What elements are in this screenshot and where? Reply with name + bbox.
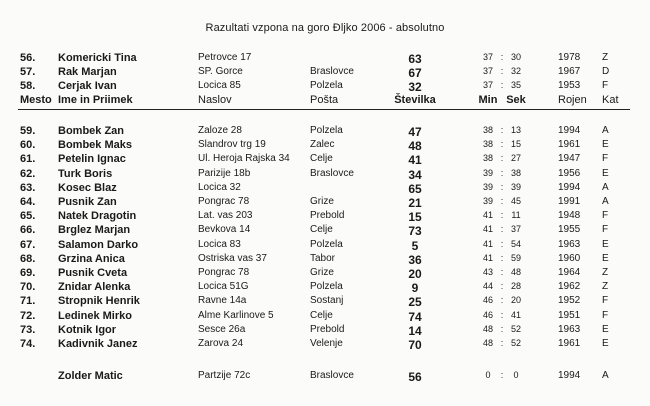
cell-posta: Zalec — [310, 139, 335, 151]
cell-kat: D — [602, 66, 610, 78]
cell-kat: F — [602, 80, 609, 92]
cell-kat: E — [602, 139, 609, 151]
cell-stevilka: 47 — [408, 125, 422, 139]
cell-mesto: 59. — [20, 125, 36, 137]
cell-kat: F — [602, 224, 609, 236]
table-row — [0, 52, 650, 66]
cell-posta: Prebold — [310, 210, 345, 222]
header-sek: Sek — [506, 94, 526, 106]
cell-mesto: 56. — [20, 52, 36, 64]
cell-ime: Salamon Darko — [58, 238, 139, 251]
cell-ime: Ledinek Mirko — [58, 309, 132, 322]
time-separator: : — [500, 66, 504, 77]
cell-naslov: Locica 83 — [198, 238, 241, 250]
cell-rojen: 1956 — [558, 167, 581, 179]
cell-ime: Kotnik Igor — [58, 323, 117, 336]
cell-kat: F — [602, 210, 609, 222]
table-row — [0, 338, 650, 352]
cell-kat: E — [602, 338, 609, 349]
header-posta: Pošta — [310, 94, 339, 106]
cell-min: 41 — [482, 252, 493, 263]
cell-mesto: 67. — [20, 238, 36, 251]
table-row — [0, 196, 650, 210]
cell-stevilka: 9 — [411, 281, 419, 296]
cell-rojen: 1994 — [558, 370, 581, 381]
cell-posta: Grize — [310, 196, 334, 207]
cell-min: 39 — [482, 181, 493, 192]
cell-mesto: 70. — [20, 281, 36, 294]
cell-kat: A — [602, 196, 609, 207]
cell-naslov: Ostriska vas 37 — [198, 252, 267, 264]
cell-rojen: 1964 — [558, 267, 581, 278]
cell-min: 46 — [482, 309, 493, 320]
cell-ime: Pusnik Cveta — [58, 267, 128, 279]
cell-rojen: 1963 — [558, 323, 581, 335]
table-row — [0, 66, 650, 80]
cell-ime: Zolder Matic — [58, 370, 123, 382]
cell-min: 37 — [482, 80, 493, 91]
cell-min: 37 — [482, 52, 493, 62]
cell-rojen: 1955 — [558, 224, 581, 236]
cell-mesto: 74. — [20, 338, 36, 350]
cell-min: 41 — [482, 224, 493, 235]
cell-sek: 32 — [510, 66, 521, 77]
cell-ime: Bombek Maks — [58, 139, 132, 152]
cell-ime: Natek Dragotin — [58, 210, 137, 223]
cell-ime: Petelin Ignac — [58, 153, 126, 166]
cell-min: 41 — [482, 210, 493, 221]
cell-rojen: 1961 — [558, 139, 581, 151]
cell-posta: Celje — [310, 153, 333, 165]
cell-mesto: 65. — [20, 210, 36, 223]
cell-ime: Brglez Marjan — [58, 224, 131, 237]
header-rojen: Rojen — [558, 94, 587, 106]
cell-sek: 37 — [510, 224, 521, 235]
cell-ime: Turk Boris — [58, 167, 113, 180]
cell-rojen: 1953 — [558, 80, 581, 92]
cell-naslov: Petrovce 17 — [198, 52, 252, 63]
cell-sek: 52 — [510, 338, 521, 348]
cell-rojen: 1952 — [558, 295, 581, 307]
cell-naslov: Ul. Heroja Rajska 34 — [198, 153, 290, 165]
cell-mesto: 68. — [20, 252, 36, 265]
cell-stevilka: 36 — [408, 252, 422, 267]
cell-mesto: 64. — [20, 196, 36, 208]
cell-ime: Grzina Anica — [58, 252, 125, 265]
table-row — [0, 125, 650, 139]
cell-rojen: 1994 — [558, 181, 581, 193]
cell-min: 39 — [482, 196, 493, 206]
cell-min: 48 — [482, 338, 493, 348]
cell-naslov: Locica 51G — [198, 281, 249, 293]
table-row — [0, 210, 650, 224]
header-stevilka: Številka — [394, 94, 436, 106]
cell-kat: E — [602, 238, 609, 250]
cell-kat: A — [602, 181, 609, 193]
cell-stevilka: 56 — [408, 370, 422, 384]
table-row — [0, 153, 650, 167]
header-min: Min — [478, 94, 498, 106]
cell-posta: Tabor — [310, 252, 336, 264]
cell-mesto: 63. — [20, 181, 36, 194]
cell-sek: 28 — [510, 281, 521, 292]
time-separator: : — [500, 167, 504, 178]
cell-ime: Rak Marjan — [58, 66, 117, 79]
table-row — [0, 80, 650, 94]
table-row — [0, 267, 650, 281]
cell-kat: A — [602, 370, 609, 381]
cell-naslov: Pongrac 78 — [198, 267, 250, 278]
cell-stevilka: 73 — [408, 224, 422, 239]
cell-ime: Kadivnik Janez — [58, 338, 138, 350]
table-row — [0, 295, 650, 309]
cell-stevilka: 5 — [411, 238, 419, 253]
time-separator: : — [500, 338, 504, 348]
cell-mesto: 61. — [20, 153, 36, 166]
table-row — [0, 224, 650, 238]
header-mesto: Mesto — [20, 94, 52, 106]
cell-naslov: SP. Gorce — [198, 66, 243, 78]
cell-sek: 15 — [510, 139, 521, 150]
cell-min: 38 — [482, 139, 493, 150]
document-title: Razultati vzpona na goro Ðljko 2006 - absolutno — [205, 22, 445, 34]
cell-posta: Braslovce — [310, 370, 354, 381]
cell-kat: F — [602, 295, 609, 307]
cell-rojen: 1951 — [558, 309, 581, 321]
cell-min: 0 — [485, 370, 491, 380]
time-separator: : — [500, 80, 504, 91]
cell-naslov: Parizije 18b — [198, 167, 251, 179]
table-row — [0, 168, 650, 182]
time-separator: : — [500, 252, 504, 263]
cell-stevilka: 15 — [408, 210, 422, 225]
cell-ime: Znidar Alenka — [58, 281, 131, 294]
cell-sek: 27 — [510, 153, 521, 164]
cell-sek: 52 — [510, 323, 521, 334]
cell-sek: 54 — [510, 238, 521, 249]
cell-stevilka: 25 — [408, 295, 422, 310]
cell-mesto: 60. — [20, 139, 36, 152]
cell-min: 44 — [482, 281, 493, 292]
cell-naslov: Slandrov trg 19 — [198, 139, 266, 151]
cell-sek: 59 — [510, 252, 521, 263]
cell-kat: Z — [602, 281, 609, 293]
cell-naslov: Ravne 14a — [198, 295, 247, 307]
cell-min: 37 — [482, 66, 493, 77]
cell-min: 39 — [482, 167, 493, 178]
cell-rojen: 1991 — [558, 196, 581, 207]
cell-min: 48 — [482, 323, 493, 334]
cell-ime: Komericki Tina — [58, 52, 137, 64]
time-separator: : — [500, 139, 504, 150]
table-row — [0, 370, 650, 384]
cell-sek: 11 — [511, 210, 521, 221]
cell-sek: 41 — [510, 309, 521, 320]
time-separator: : — [500, 181, 504, 192]
table-row — [0, 139, 650, 153]
time-separator: : — [500, 295, 504, 306]
cell-rojen: 1962 — [558, 281, 581, 293]
cell-naslov: Locica 32 — [198, 181, 241, 193]
cell-posta: Braslovce — [310, 66, 354, 78]
cell-ime: Cerjak Ivan — [58, 80, 117, 93]
time-separator: : — [500, 281, 504, 292]
cell-mesto: 71. — [20, 295, 36, 308]
table-row — [0, 182, 650, 196]
table-row — [0, 253, 650, 267]
time-separator: : — [500, 224, 504, 235]
cell-posta: Velenje — [310, 338, 343, 349]
time-separator: : — [500, 267, 504, 277]
cell-mesto: 66. — [20, 224, 36, 237]
cell-kat: Z — [602, 267, 609, 278]
time-separator: : — [500, 309, 504, 320]
time-separator: : — [500, 125, 504, 135]
cell-stevilka: 67 — [408, 66, 422, 81]
cell-posta: Polzela — [310, 80, 343, 92]
cell-ime: Kosec Blaz — [58, 181, 117, 194]
cell-rojen: 1947 — [558, 153, 581, 165]
cell-min: 41 — [482, 238, 493, 249]
cell-posta: Grize — [310, 267, 334, 278]
cell-mesto: 69. — [20, 267, 36, 279]
cell-mesto: 57. — [20, 66, 36, 79]
cell-rojen: 1948 — [558, 210, 581, 222]
cell-ime: Stropnik Henrik — [58, 295, 140, 308]
time-separator: : — [500, 323, 504, 334]
cell-posta: Polzela — [310, 238, 343, 250]
cell-rojen: 1967 — [558, 66, 581, 78]
cell-stevilka: 70 — [408, 338, 422, 352]
cell-stevilka: 41 — [408, 153, 422, 168]
cell-posta: Braslovce — [310, 167, 354, 179]
cell-ime: Pusnik Zan — [58, 196, 117, 208]
cell-min: 38 — [482, 125, 493, 135]
cell-naslov: Pongrac 78 — [198, 196, 250, 207]
cell-kat: F — [602, 153, 609, 165]
time-separator: : — [500, 52, 504, 62]
cell-stevilka: 32 — [408, 80, 422, 95]
cell-stevilka: 20 — [408, 267, 422, 281]
cell-naslov: Bevkova 14 — [198, 224, 251, 236]
cell-posta: Polzela — [310, 125, 343, 136]
cell-sek: 0 — [513, 370, 519, 380]
header-row — [0, 94, 650, 108]
cell-stevilka: 74 — [408, 309, 422, 324]
cell-kat: F — [602, 309, 609, 321]
cell-stevilka: 14 — [408, 323, 422, 338]
cell-sek: 13 — [510, 125, 521, 135]
table-row — [0, 281, 650, 295]
cell-naslov: Zaloze 28 — [198, 125, 242, 136]
cell-rojen: 1961 — [558, 338, 581, 349]
cell-min: 38 — [482, 153, 493, 164]
cell-kat: A — [602, 125, 609, 136]
cell-sek: 35 — [510, 80, 521, 91]
cell-rojen: 1960 — [558, 252, 581, 264]
cell-kat: Z — [602, 52, 609, 63]
cell-posta: Celje — [310, 224, 333, 236]
cell-stevilka: 65 — [408, 181, 422, 196]
cell-rojen: 1978 — [558, 52, 581, 63]
cell-naslov: Alme Karlinove 5 — [198, 309, 274, 321]
cell-sek: 38 — [510, 167, 521, 178]
cell-rojen: 1994 — [558, 125, 581, 136]
cell-min: 46 — [482, 295, 493, 306]
cell-posta: Prebold — [310, 323, 345, 335]
header-kat: Kat — [602, 94, 619, 106]
table-row — [0, 239, 650, 253]
header-divider — [18, 109, 630, 110]
cell-naslov: Lat. vas 203 — [198, 210, 253, 222]
cell-naslov: Locica 85 — [198, 80, 241, 92]
header-naslov: Naslov — [198, 94, 232, 106]
cell-kat: E — [602, 252, 609, 264]
cell-stevilka: 63 — [408, 52, 422, 66]
cell-sek: 45 — [510, 196, 521, 206]
cell-stevilka: 21 — [408, 196, 422, 210]
table-row — [0, 324, 650, 338]
time-separator: : — [500, 370, 504, 380]
cell-rojen: 1963 — [558, 238, 581, 250]
cell-mesto: 62. — [20, 167, 36, 180]
cell-mesto: 72. — [20, 309, 36, 322]
cell-posta: Sostanj — [310, 295, 344, 307]
time-separator: : — [500, 196, 504, 206]
time-separator: : — [500, 238, 504, 249]
time-separator: : — [500, 210, 504, 221]
cell-posta: Polzela — [310, 281, 343, 293]
cell-naslov: Partzije 72c — [198, 370, 251, 381]
cell-sek: 48 — [510, 267, 521, 277]
cell-mesto: 73. — [20, 323, 36, 336]
cell-sek: 20 — [510, 295, 521, 306]
table-row — [0, 310, 650, 324]
cell-posta: Celje — [310, 309, 333, 321]
cell-kat: E — [602, 167, 609, 179]
cell-kat: E — [602, 323, 609, 335]
cell-stevilka: 48 — [408, 139, 422, 154]
cell-sek: 30 — [510, 52, 521, 62]
cell-min: 43 — [482, 267, 493, 277]
time-separator: : — [500, 153, 504, 164]
cell-mesto: 58. — [20, 80, 36, 93]
cell-sek: 39 — [510, 181, 521, 192]
cell-stevilka: 34 — [408, 167, 422, 182]
cell-naslov: Sesce 26a — [198, 323, 246, 335]
cell-naslov: Zarova 24 — [198, 338, 244, 349]
header-ime: Ime in Priimek — [58, 94, 133, 106]
cell-ime: Bombek Zan — [58, 125, 125, 137]
